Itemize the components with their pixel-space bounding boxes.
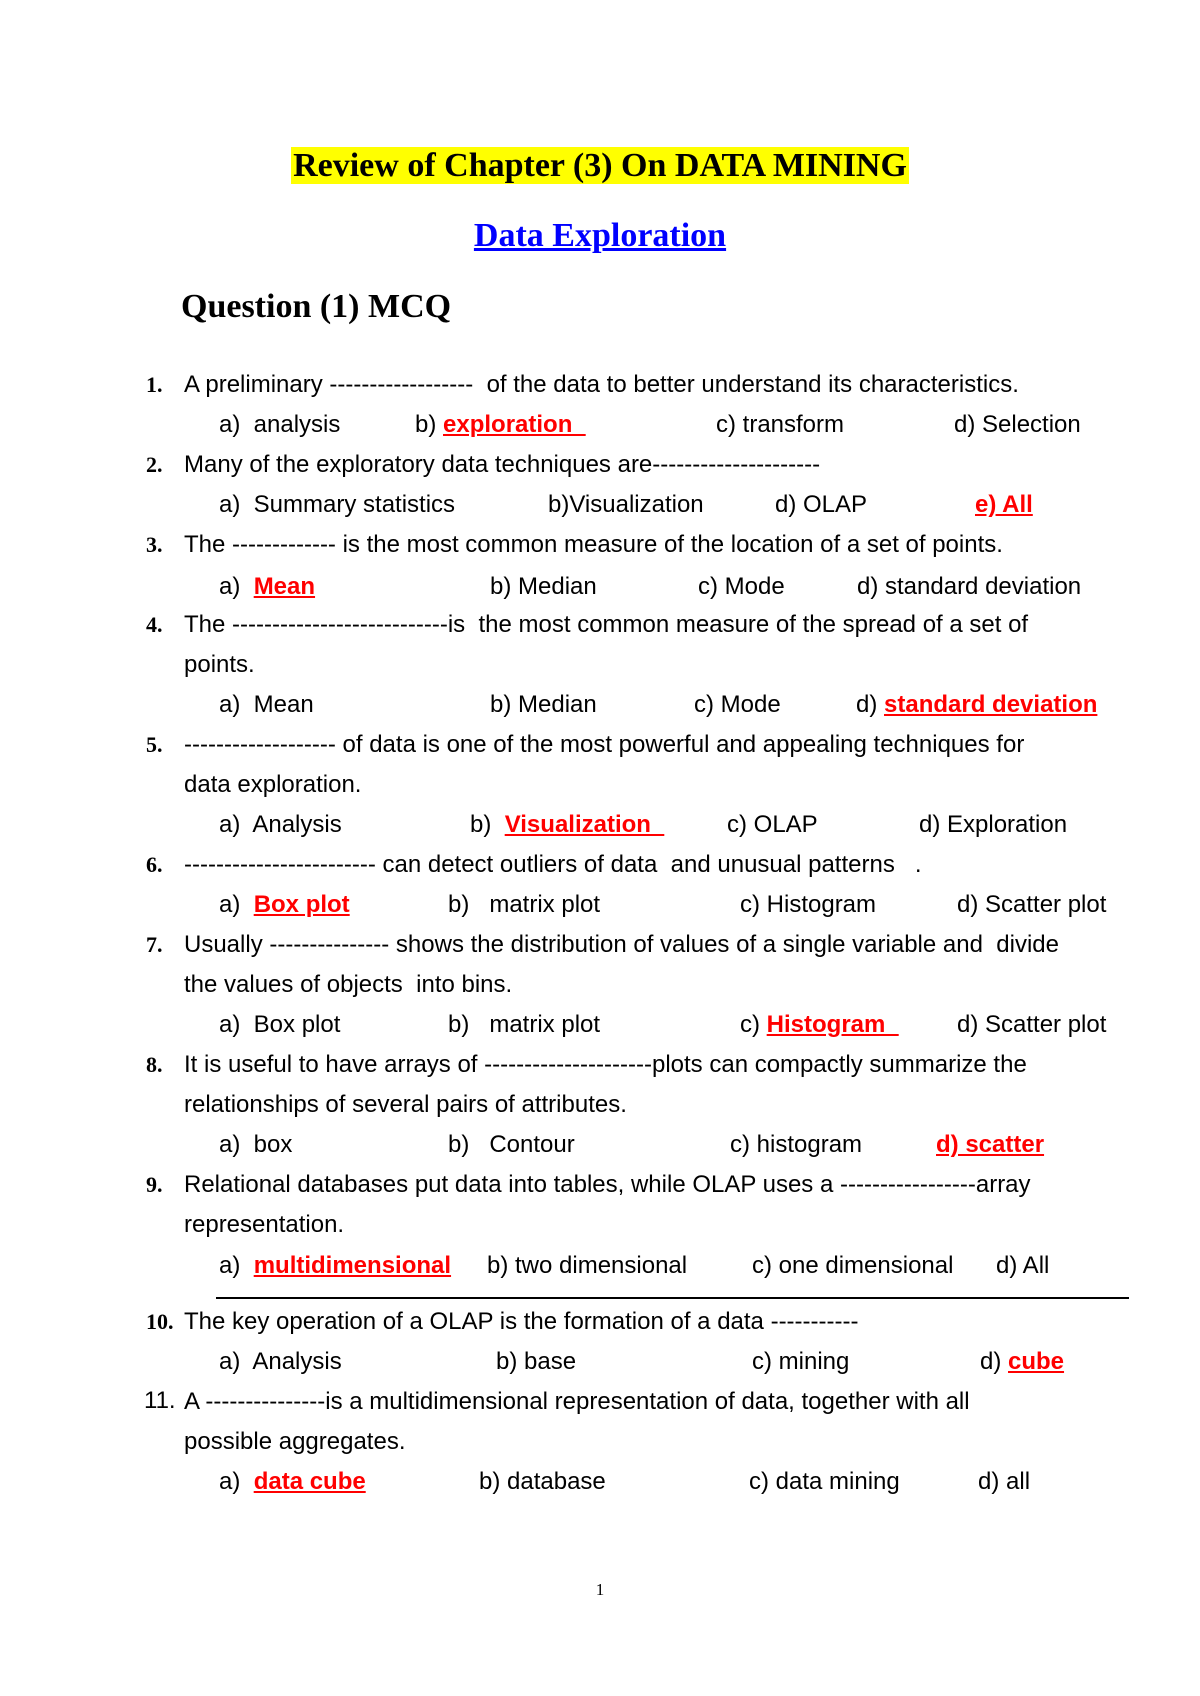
question-text: A ---------------is a multidimensional representation of data, together with all bbox=[184, 1388, 970, 1415]
question-number: 8. bbox=[146, 1052, 163, 1077]
option-b: b) Median bbox=[490, 691, 597, 718]
option-b: b) matrix plot bbox=[448, 1011, 601, 1038]
correct-answer: data cube bbox=[253, 1468, 366, 1495]
option-d: d) cube bbox=[980, 1348, 1065, 1375]
question-number: 7. bbox=[146, 932, 163, 957]
option-a: a) data cube bbox=[219, 1468, 366, 1495]
question-text: The key operation of a OLAP is the formation of a data ----------- bbox=[184, 1308, 859, 1335]
option-a: a) box bbox=[219, 1131, 293, 1158]
section-heading: Question (1) MCQ bbox=[181, 288, 452, 325]
option-a: a) analysis bbox=[219, 411, 341, 438]
question-number: 2. bbox=[146, 452, 163, 477]
question-number: 4. bbox=[146, 612, 163, 637]
correct-answer: Histogram bbox=[766, 1011, 899, 1038]
question-number: 11. bbox=[144, 1387, 176, 1414]
option-c: c) Histogram bbox=[740, 891, 877, 918]
question-text: ------------------- of data is one of the most powerful and appealing techniques for bbox=[184, 731, 1025, 758]
option-a: a) Summary statistics bbox=[219, 491, 456, 518]
question-number: 10. bbox=[146, 1309, 174, 1334]
question-text: data exploration. bbox=[184, 771, 362, 798]
correct-answer: d) scatter bbox=[936, 1131, 1045, 1158]
option-c: c) data mining bbox=[749, 1468, 900, 1495]
option-d: d) standard deviation bbox=[856, 691, 1098, 718]
question-text: Relational databases put data into tables, while OLAP uses a -----------------array bbox=[184, 1171, 1031, 1198]
option-a: a) Analysis bbox=[219, 1348, 342, 1375]
option-a: a) Mean bbox=[219, 573, 316, 600]
option-d: d) all bbox=[978, 1468, 1031, 1495]
question-text: the values of objects into bins. bbox=[184, 971, 513, 998]
option-b: b) Median bbox=[490, 573, 597, 600]
question-number: 6. bbox=[146, 852, 163, 877]
correct-answer: multidimensional bbox=[253, 1252, 452, 1279]
option-c: c) mining bbox=[752, 1348, 850, 1375]
correct-answer: e) All bbox=[975, 491, 1033, 518]
correct-answer: exploration bbox=[443, 411, 586, 438]
option-d: d) Selection bbox=[954, 411, 1081, 438]
question-number: 3. bbox=[146, 532, 163, 557]
correct-answer: Box plot bbox=[253, 891, 350, 918]
correct-answer: standard deviation bbox=[884, 691, 1098, 718]
option-c: c) Histogram bbox=[740, 1011, 899, 1038]
option-a: a) Mean bbox=[219, 691, 314, 718]
question-text: possible aggregates. bbox=[184, 1428, 406, 1455]
correct-answer: Mean bbox=[253, 573, 316, 600]
question-number: 1. bbox=[146, 372, 163, 397]
question-text: representation. bbox=[184, 1211, 345, 1238]
question-text: A preliminary ------------------ of the data to better understand its characteristics. bbox=[184, 371, 1019, 398]
option-b: b)Visualization bbox=[548, 491, 704, 518]
horizontal-rule bbox=[216, 1297, 1129, 1299]
question-text: Many of the exploratory data techniques are--------------------- bbox=[184, 451, 821, 478]
option-c: c) OLAP bbox=[727, 811, 818, 838]
page-number: 1 bbox=[595, 1580, 605, 1599]
question-text: The ------------- is the most common measure of the location of a set of points. bbox=[184, 531, 1003, 558]
question-text: The ---------------------------is the most common measure of the spread of a set of bbox=[184, 611, 1029, 638]
question-text: ------------------------ can detect outliers of data and unusual patterns . bbox=[184, 851, 922, 878]
option-c: c) Mode bbox=[694, 691, 781, 718]
option-d: d) standard deviation bbox=[857, 573, 1082, 600]
option-a: a) Box plot bbox=[219, 1011, 341, 1038]
correct-answer: cube bbox=[1008, 1348, 1065, 1375]
option-b: b) database bbox=[479, 1468, 606, 1495]
option-c: c) one dimensional bbox=[752, 1252, 954, 1279]
option-b: b) base bbox=[496, 1348, 577, 1375]
correct-answer: Visualization bbox=[504, 811, 665, 838]
option-d: d) Scatter plot bbox=[957, 891, 1107, 918]
question-text: relationships of several pairs of attributes. bbox=[184, 1091, 627, 1118]
option-b: b) Contour bbox=[448, 1131, 575, 1158]
question-text: points. bbox=[184, 651, 255, 678]
option-b: b) two dimensional bbox=[487, 1252, 688, 1279]
option-a: a) multidimensional bbox=[219, 1252, 452, 1279]
option-a: a) Analysis bbox=[219, 811, 342, 838]
option-d: d) Scatter plot bbox=[957, 1011, 1107, 1038]
option-b: b) Visualization bbox=[470, 811, 665, 838]
option-c: c) transform bbox=[716, 411, 845, 438]
option-d: d) OLAP bbox=[775, 491, 868, 518]
option-d: d) Exploration bbox=[919, 811, 1068, 838]
option-c: c) histogram bbox=[730, 1131, 863, 1158]
option-b: b) matrix plot bbox=[448, 891, 601, 918]
question-number: 5. bbox=[146, 732, 163, 757]
option-b: b) exploration bbox=[415, 411, 586, 438]
question-text: It is useful to have arrays of ---------------------plots can compactly summarize the bbox=[184, 1051, 1027, 1078]
question-number: 9. bbox=[146, 1172, 163, 1197]
document-subtitle: Data Exploration bbox=[473, 217, 727, 254]
question-text: Usually --------------- shows the distribution of values of a single variable and divide bbox=[184, 931, 1059, 958]
option-d: d) All bbox=[996, 1252, 1050, 1279]
document-title: Review of Chapter (3) On DATA MINING bbox=[293, 147, 907, 184]
option-c: c) Mode bbox=[698, 573, 785, 600]
option-a: a) Box plot bbox=[219, 891, 350, 918]
